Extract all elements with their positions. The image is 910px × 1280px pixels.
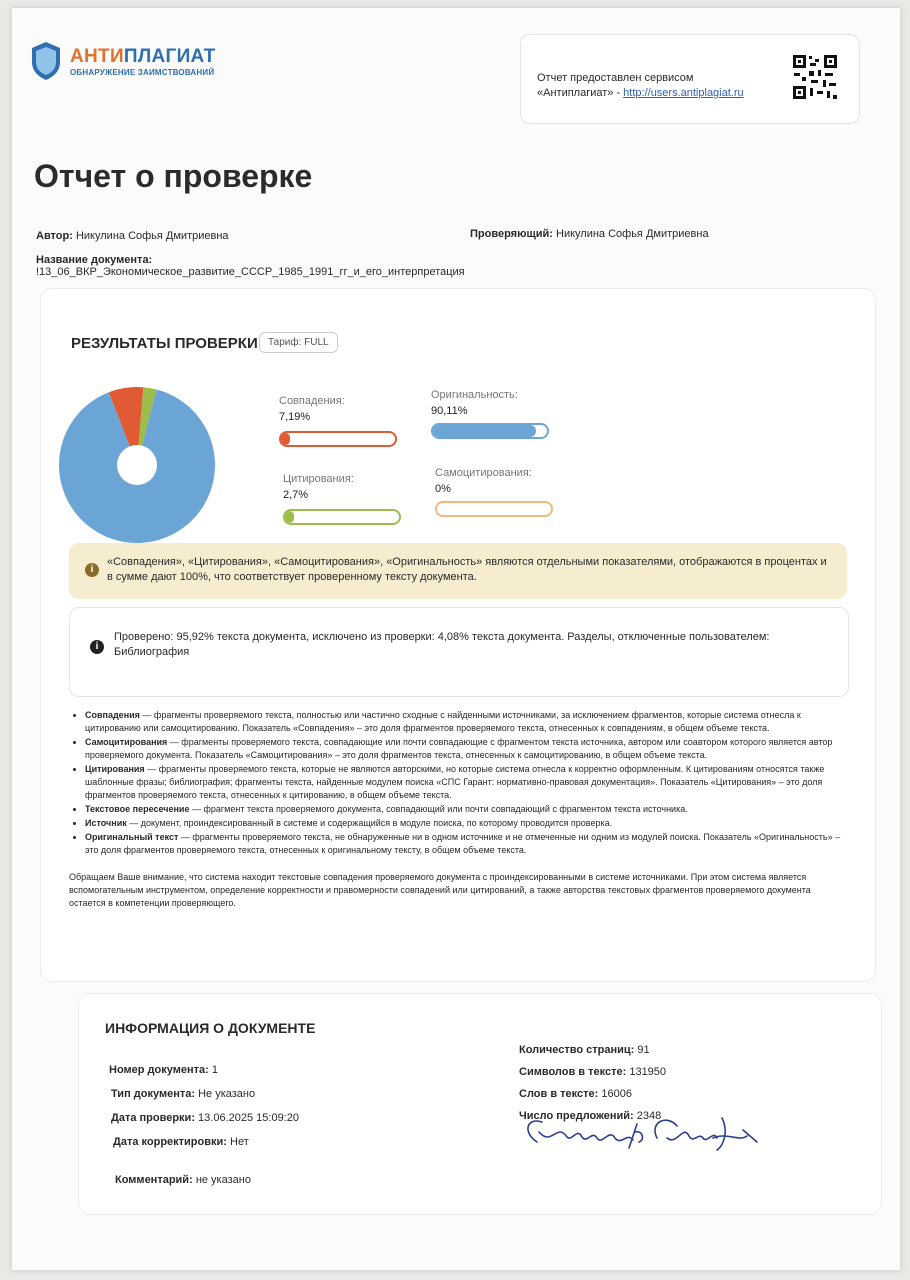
author-field [36, 230, 229, 242]
doc-number-label: Номер документа: [109, 1064, 209, 1076]
author-value: Никулина Софья Дмитриевна [75, 230, 229, 242]
char-count-label: Символов в тексте: [519, 1066, 627, 1078]
tariff-badge: Тариф: FULL [259, 332, 338, 353]
check-date-field [111, 1112, 299, 1124]
page-count-field [519, 1044, 650, 1056]
definition-item [85, 817, 849, 830]
check-date-label: Дата проверки: [111, 1112, 195, 1124]
definition-item [85, 803, 849, 816]
document-info-title: ИНФОРМАЦИЯ О ДОКУМЕНТЕ [105, 1020, 316, 1036]
doc-type-label: Тип документа: [111, 1088, 196, 1100]
definition-text: — фрагменты проверяемого текста, полностью или частично сходные с найденными источниками, за исключением фрагментов, которые система отнесла к цитированию или самоцитированию. Показатель «Совпадения» – это доля фрагментов проверяемого текста, отнесенных к совпадениям, в общем объеме текста. [85, 710, 801, 733]
matches-progress-bar [279, 431, 397, 447]
definition-term: Оригинальный текст [85, 832, 179, 842]
doc-type-value: Не указано [198, 1088, 256, 1100]
metric-self-citations-value: 0% [435, 483, 451, 495]
attention-note: Обращаем Ваше внимание, что система находит текстовые совпадения проверяемого документа с проиндексированными в системе источниками. При этом система является вспомогательным инструментом, определение корректности и правомерности совпадений или цитирований, а также авторства текстовых фрагментов проверяемого документа остается в компетенции проверяющего. [69, 872, 811, 908]
metric-matches-label: Совпадения: [279, 395, 345, 407]
metric-citations-label: Цитирования: [283, 473, 354, 485]
report-page [12, 8, 900, 1270]
char-count-field [519, 1066, 666, 1078]
info-icon: i [85, 563, 99, 577]
qr-code-icon [791, 53, 839, 101]
metric-self-citations-label: Самоцитирования: [435, 467, 532, 479]
antiplagiat-logo [30, 40, 216, 82]
metric-originality [431, 389, 518, 417]
char-count-value: 131950 [629, 1066, 667, 1078]
indicators-notice [69, 543, 847, 599]
metric-self-citations [435, 467, 532, 495]
metric-citations-value: 2,7% [283, 489, 309, 501]
citations-progress-bar [283, 509, 401, 525]
metric-matches [279, 395, 345, 423]
service-line2-prefix: «Антиплагиат» - [537, 87, 624, 99]
definition-item [85, 763, 849, 802]
service-link[interactable]: http://users.antiplagiat.ru [623, 87, 744, 99]
sentence-count-value: 2348 [636, 1110, 662, 1122]
results-donut-chart [57, 385, 217, 545]
doc-name-label: Название документа: [36, 254, 153, 266]
definition-term: Источник [85, 818, 127, 828]
page-count-label: Количество страниц: [519, 1044, 635, 1056]
definitions-section [69, 709, 849, 910]
comment-label: Комментарий: [115, 1174, 193, 1186]
logo-title-part2: ПЛАГИАТ [123, 45, 216, 67]
metric-originality-label: Оригинальность: [431, 389, 518, 401]
definition-term: Самоцитирования [85, 737, 168, 747]
self-citations-progress-bar [435, 501, 553, 517]
notice-text: «Совпадения», «Цитирования», «Самоцитирования», «Оригинальность» являются отдельными показателями, отображаются в процентах и в сумме дают 100%, что соответствует проверенному тексту документа. [107, 556, 827, 583]
definition-term: Совпадения [85, 710, 140, 720]
originality-progress-fill [433, 425, 536, 437]
correction-date-label: Дата корректировки: [113, 1136, 227, 1148]
metric-originality-value: 90,11% [431, 405, 468, 417]
originality-progress-bar [431, 423, 549, 439]
doc-name-field [36, 254, 465, 278]
definition-item [85, 709, 849, 735]
comment-value: не указано [195, 1174, 251, 1186]
word-count-field [519, 1088, 632, 1100]
word-count-label: Слов в тексте: [519, 1088, 599, 1100]
definition-text: — документ, проиндексированный в системе и содержащийся в модуле поиска, по которому проводится проверка. [126, 818, 613, 828]
definition-term: Текстовое пересечение [85, 804, 190, 814]
results-card [40, 288, 876, 982]
logo-title-part1: АНТИ [70, 45, 124, 67]
word-count-value: 16006 [601, 1088, 632, 1100]
author-label: Автор: [36, 230, 73, 242]
definition-text: — фрагменты проверяемого текста, не обнаруженные ни в одном источнике и не отмеченные ни одним из модулей поиска. Показатель «Оригинальность» – это доля фрагментов проверяемого текста, отнесенных к оригинальному тексту, в общем объеме текста. [85, 832, 841, 855]
citations-progress-fill [285, 511, 294, 523]
definition-term: Цитирования [85, 764, 145, 774]
metric-matches-value: 7,19% [279, 411, 311, 423]
results-title: РЕЗУЛЬТАТЫ ПРОВЕРКИ [71, 335, 258, 352]
reviewer-label: Проверяющий: [470, 228, 553, 240]
page-count-value: 91 [637, 1044, 650, 1056]
correction-date-field [113, 1136, 249, 1148]
doc-number-field [109, 1064, 218, 1076]
definition-text: — фрагменты проверяемого текста, совпадающие или почти совпадающие с фрагментом текста источника, автором или соавтором которого является автор проверяемого документа. Показатель «Самоцитирования» – это доля фрагментов текста, отнесенных к самоцитированию, в общем объеме текста. [85, 737, 833, 760]
handwritten-signature [517, 1102, 777, 1162]
check-date-value: 13.06.2025 15:09:20 [198, 1112, 299, 1124]
definition-item [85, 831, 849, 857]
checked-info-box [69, 607, 849, 697]
metric-citations [283, 473, 354, 501]
definitions-list [69, 709, 849, 857]
sentence-count-label: Число предложений: [519, 1110, 634, 1122]
info-icon: i [90, 640, 104, 654]
comment-field [115, 1174, 251, 1186]
document-info-card [78, 993, 882, 1215]
shield-icon [30, 40, 62, 82]
reviewer-value: Никулина Софья Дмитриевна [556, 228, 709, 240]
definition-text: — фрагмент текста проверяемого документа, совпадающий или почти совпадающий с фрагментом текста источника. [189, 804, 688, 814]
service-info-box [520, 34, 860, 124]
doc-type-field [111, 1088, 255, 1100]
definition-item [85, 736, 849, 762]
checked-text: Проверено: 95,92% текста документа, исключено из проверки: 4,08% текста документа. Разделы, отключенные пользователем: Библиография [114, 631, 770, 658]
page-title: Отчет о проверке [34, 158, 313, 194]
service-line1: Отчет предоставлен сервисом [537, 72, 694, 84]
correction-date-value: Нет [230, 1136, 249, 1148]
matches-progress-fill [281, 433, 290, 445]
logo-subtitle: ОБНАРУЖЕНИЕ ЗАИМСТВОВАНИЙ [70, 67, 215, 77]
doc-number-value: 1 [211, 1064, 218, 1076]
doc-name-value: !13_06_ВКР_Экономическое_развитие_СССР_1985_1991_гг_и_его_интерпретация [36, 266, 465, 278]
definition-text: — фрагменты проверяемого текста, которые не являются авторскими, но которые система отнесла к корректно оформленным. К цитированиям относятся также шаблонные фразы; библиография; фрагменты текста, найденные модулем поиска «СПС Гарант: нормативно-правовая документация». Показатель «Цитирования» – это доля фрагментов проверяемого текста, отнесенных к цитированию, в общем объеме текста. [85, 764, 825, 800]
reviewer-field [470, 228, 709, 240]
